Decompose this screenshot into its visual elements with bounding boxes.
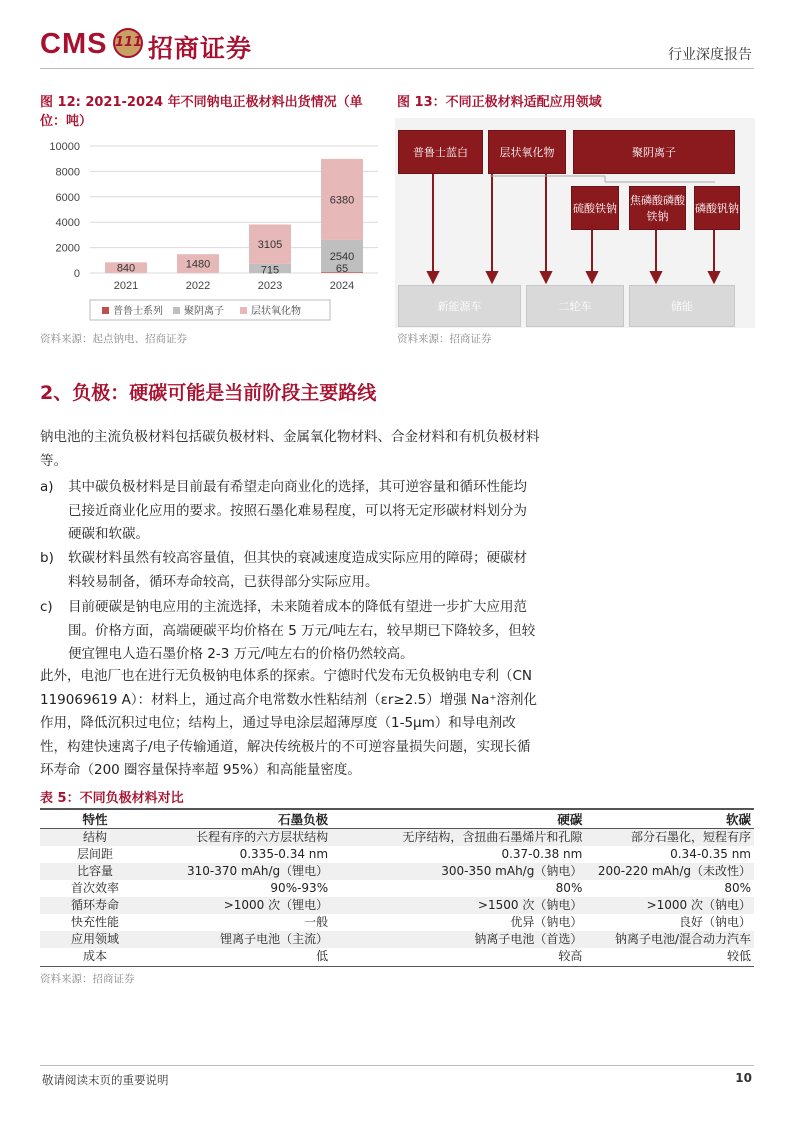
figure13-source: 资料来源：招商证券 xyxy=(397,333,492,345)
footer-divider xyxy=(40,1065,754,1066)
section-closing: 此外，电池厂也在进行无负极钠电体系的探索。宁德时代发布无负极钠电专利（CN 119069619 A）：材料上，通过高介电常数水性粘结剂（εr≥2.5）增强 Na⁺溶剂化作用，降低沉积过电位；结构上，通过导电涂层超薄厚度（1-5μm）和导电剂改性，构建快速离子/电子传输通道，解决传统极片的不可逆容量损失问题，实现长循环寿命（200 圈容量保持率超 95%）和高能量密度。 xyxy=(40,668,537,778)
list-label: b) xyxy=(40,550,54,566)
list-item-c xyxy=(40,596,540,667)
report-type-label: 行业深度报告 xyxy=(668,47,752,63)
figure12-source: 资料来源：起点钠电、招商证券 xyxy=(40,333,187,345)
table-cell: 快充性能 xyxy=(70,915,119,929)
table-cell: 结构 xyxy=(40,829,150,847)
box-sodium-vanadium-phosphate: 磷酸钒钠 xyxy=(694,186,740,230)
box-polyanion: 聚阴离子 xyxy=(573,130,735,174)
data-label: 3105 xyxy=(257,239,283,252)
y-tick-label: 8000 xyxy=(55,166,80,179)
list-item-a xyxy=(40,476,540,547)
table-cell: 长程有序的六方层状结构 xyxy=(150,829,331,847)
box-layered-oxide: 层状氧化物 xyxy=(488,130,566,174)
logo-badge-icon: 111 xyxy=(113,28,143,58)
table-cell: 层间距 xyxy=(76,847,113,861)
x-tick-label: 2022 xyxy=(185,280,211,292)
table5-title: 表 5：不同负极材料对比 xyxy=(40,791,184,806)
table-header-cell: 硬碳 xyxy=(331,811,585,829)
table-cell: 优异（钠电） xyxy=(510,915,583,929)
list-text: 软碳材料虽然有较高容量值，但其快的衰减速度造成实际应用的障碍；硬碳材料较易制备，循环寿命较高，已获得部分实际应用。 xyxy=(68,550,527,590)
data-label: 65 xyxy=(335,263,349,275)
table-cell: 应用领域 xyxy=(40,931,150,948)
table-cell: 首次效率 xyxy=(70,881,119,895)
data-label: 840 xyxy=(116,262,136,275)
table5 xyxy=(40,811,754,965)
logo-chinese-text: 招商证券 xyxy=(148,34,253,63)
table-cell: 部分石墨化，短程有序 xyxy=(585,829,754,847)
table-cell: 锂离子电池（主流） xyxy=(150,931,331,948)
list-label: a) xyxy=(40,479,54,495)
box-new-energy-vehicle: 新能源车 xyxy=(398,285,521,327)
table-cell: 良好（钠电） xyxy=(678,915,751,929)
table-cell: 一般 xyxy=(304,915,329,929)
table-cell: 200-220 mAh/g（未改性） xyxy=(585,863,754,880)
data-label: 2540 xyxy=(329,251,355,264)
figure12-chart xyxy=(40,136,385,326)
section-title: 2、负极：硬碳可能是当前阶段主要路线 xyxy=(40,382,377,404)
box-prussian-blue: 普鲁士蓝白 xyxy=(398,130,483,174)
y-tick-label: 4000 xyxy=(55,217,80,230)
table-cell: >1000 次（锂电） xyxy=(150,897,331,914)
table-header-cell: 特性 xyxy=(40,811,150,829)
legend-label: 普鲁士系列 xyxy=(113,306,163,317)
list-text: 其中碳负极材料是目前最有希望走向商业化的选择，其可逆容量和循环性能均已接近商业化应用的要求。按照石墨化难易程度，可以将无定形碳材料划分为硬碳和软碳。 xyxy=(68,479,527,542)
box-energy-storage: 储能 xyxy=(629,285,735,327)
table-cell: 90%-93% xyxy=(270,881,329,895)
table-header-cell: 石墨负极 xyxy=(150,811,331,829)
table-cell: 300-350 mAh/g（钠电） xyxy=(331,863,585,880)
table-cell: 310-370 mAh/g（锂电） xyxy=(150,863,331,880)
table-cell: 成本 xyxy=(82,949,107,963)
logo-cms-text: CMS xyxy=(40,28,108,60)
legend-swatch xyxy=(173,307,180,314)
table-cell: 无序结构，含扭曲石墨烯片和孔隙 xyxy=(331,829,585,847)
table-row xyxy=(40,846,754,863)
figure13-title: 图 13：不同正极材料适配应用领域 xyxy=(397,95,602,110)
data-label: 6380 xyxy=(329,194,355,207)
section-intro: 钠电池的主流负极材料包括碳负极材料、金属氧化物材料、合金材料和有机负极材料等。 xyxy=(40,429,540,469)
x-tick-label: 2023 xyxy=(257,280,283,292)
table-row xyxy=(40,948,754,965)
figure12-title: 图 12: 2021-2024 年不同钠电正极材料出货情况（单位：吨） xyxy=(40,95,363,129)
table-cell: >1500 次（钠电） xyxy=(331,897,585,914)
list-text: 目前硬碳是钠电应用的主流选择，未来随着成本的降低有望进一步扩大应用范围。价格方面，高端硬碳平均价格在 5 万元/吨左右，较早期已下降较多，但较便宜锂电人造石墨价格 2-3 万元/吨左右的价格仍然较高。 xyxy=(68,599,536,662)
table-row xyxy=(40,880,754,897)
table-cell: 0.34-0.35 nm xyxy=(670,847,751,861)
box-sodium-iron-pyrophosphate: 焦磷酸磷酸铁钠 xyxy=(629,186,686,230)
box-two-wheeler: 二轮车 xyxy=(526,285,624,327)
table-top-rule xyxy=(40,808,754,810)
table-cell: 0.37-0.38 nm xyxy=(501,847,583,861)
page-number: 10 xyxy=(735,1071,752,1085)
list-label: c) xyxy=(40,599,53,615)
data-label: 715 xyxy=(260,264,280,277)
y-tick-label: 2000 xyxy=(55,242,80,255)
legend-swatch xyxy=(102,307,109,314)
table-cell: 钠离子电池（首选） xyxy=(331,931,585,948)
table-cell: 比容量 xyxy=(40,863,150,880)
y-tick-label: 6000 xyxy=(55,191,80,204)
table-cell: 80% xyxy=(724,881,751,895)
footer-note: 敬请阅读末页的重要说明 xyxy=(42,1073,169,1087)
table-cell: 钠离子电池/混合动力汽车 xyxy=(585,931,754,948)
table-cell: 循环寿命 xyxy=(40,897,150,914)
x-tick-label: 2024 xyxy=(329,280,355,292)
table-cell: 较低 xyxy=(726,949,751,963)
legend-swatch xyxy=(240,307,247,314)
table-row xyxy=(40,897,754,914)
table-cell: 较高 xyxy=(558,949,583,963)
table-cell: 0.335-0.34 nm xyxy=(239,847,329,861)
table-header-cell: 软碳 xyxy=(585,811,754,829)
table-row xyxy=(40,914,754,931)
table-cell: 80% xyxy=(555,881,583,895)
table-row xyxy=(40,931,754,948)
data-label: 1480 xyxy=(185,258,211,271)
table-row xyxy=(40,863,754,880)
table-bottom-rule xyxy=(40,966,754,967)
y-tick-label: 10000 xyxy=(49,141,80,153)
header-divider xyxy=(40,68,754,69)
table-row xyxy=(40,829,754,847)
box-sodium-iron-sulfate: 硫酸铁钠 xyxy=(571,186,619,230)
table5-source: 资料来源：招商证券 xyxy=(40,973,135,985)
table-cell: 低 xyxy=(316,949,329,963)
list-item-b xyxy=(40,547,540,594)
legend-label: 层状氧化物 xyxy=(251,306,301,317)
x-tick-label: 2021 xyxy=(113,280,139,292)
y-tick-label: 0 xyxy=(73,268,80,280)
legend-label: 聚阴离子 xyxy=(184,306,224,317)
table-cell: >1000 次（钠电） xyxy=(585,897,754,914)
table-header-row xyxy=(40,811,754,829)
